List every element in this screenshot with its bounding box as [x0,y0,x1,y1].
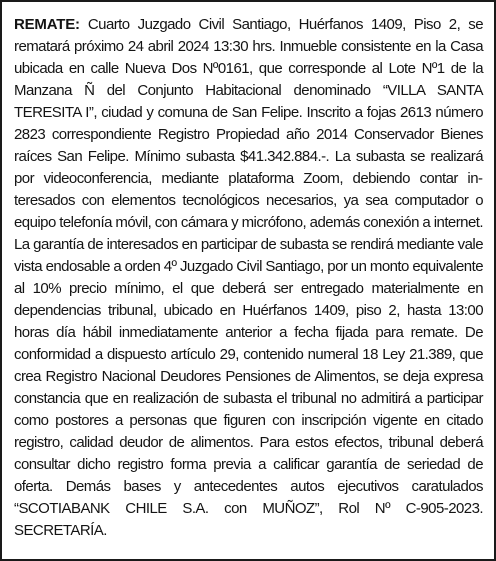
notice-label: REMATE: [14,16,80,33]
notice-body: Cuarto Juzgado Civil Santiago, Huérfanos 1409, Piso 2, se rematará próximo 24 abril 2024 13:30 hrs. Inmueble consistente en la Casa ubicada en calle Nueva Dos Nº0161, que corresponde al Lote Nº1 de la Manzana Ñ del Conjunto Habitacional denominado “VILLA SANTA TERESITA I”, ciudad y comuna de San Felipe. Inscrito a fojas 2613 número 2823 correspondiente Registro Propiedad año 2014 Conservador Bienes raíces San Felipe. Mínimo subasta $41.342.884.-. La subasta se realizará por videoconferencia, mediante plataforma Zoom, debiendo contar interesados con elementos tecnológicos necesarios, ya sea computador o equipo telefonía móvil, con cámara y micrófono, además conexión a internet. La garantía de interesados en participar de subasta se rendirá mediante vale vista endosable a orden 4º Juzgado Civil Santiago, por un monto equivalente al 10% precio mínimo, el que deberá ser entregado materialmente en dependencias tribunal, ubicado en Huérfanos 1409, piso 2, hasta 13:00 horas día hábil inmediatamente anterior a fecha fijada para remate. De conformidad a dispuesto artículo 29, contenido numeral 18 Ley 21.389, que crea Registro Nacional Deudores Pensiones de Alimentos, se deja expresa constancia que en realización de subasta el tribunal no admitirá a participar como postores a personas que figuren con inscripción vigente en citado registro, calidad deudor de alimentos. Para estos efectos, tribunal deberá consultar dicho registro forma previa a calificar garantía de seriedad de oferta. Demás bases y antecedentes autos ejecutivos caratulados “SCOTIABANK CHILE S.A. con MUÑOZ”, Rol Nº C-905-2023. SECRETARÍA. [14,16,483,539]
notice-paragraph [14,14,483,542]
